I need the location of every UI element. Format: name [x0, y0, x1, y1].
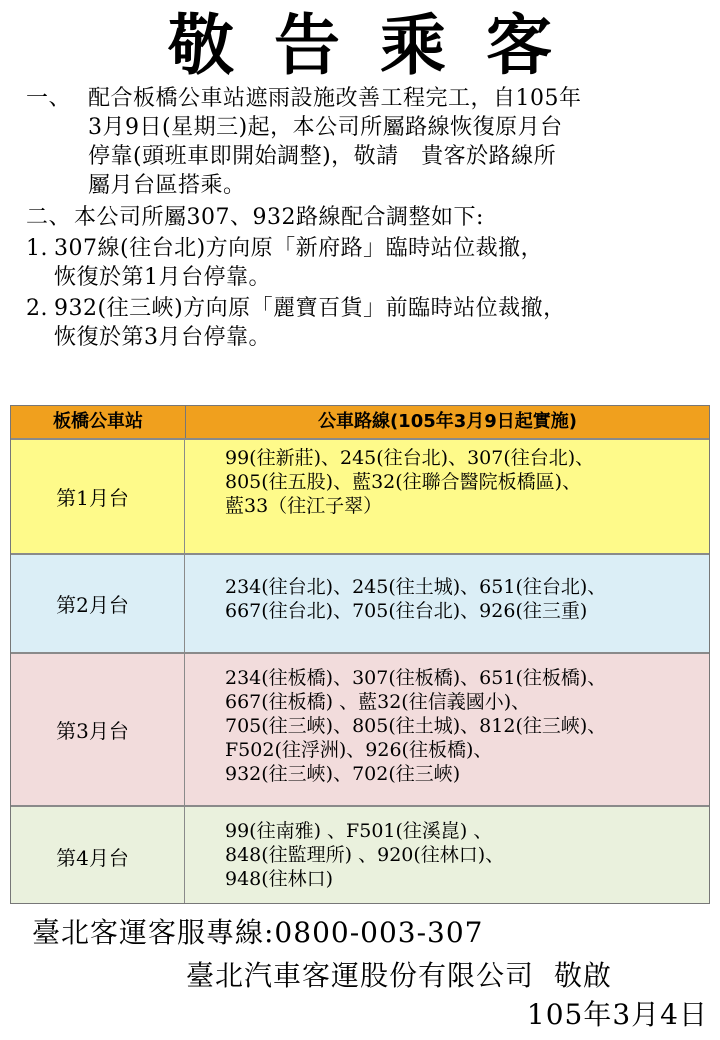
- section-2-item-2: [26, 294, 716, 352]
- section-1-line: 屬月台區搭乘。: [88, 173, 246, 198]
- item-1-label: 1.: [26, 236, 48, 261]
- route-line: 667(往台北)、705(往台北)、926(往三重): [225, 600, 588, 622]
- item-2-line: 932(往三峽)方向原「麗寶百貨」前臨時站位裁撤，: [54, 296, 566, 321]
- sign-text: 敬啟: [554, 959, 613, 992]
- section-1-line: 配合板橋公車站遮雨設施改善工程完工，自105年: [88, 86, 582, 111]
- header-routes: 公車路線(105年3月9日起實施): [317, 411, 578, 432]
- company-name: 臺北汽車客運股份有限公司: [186, 959, 535, 992]
- route-line: 805(往五股)、藍32(往聯合醫院板橋區)、: [225, 471, 582, 493]
- table-row: [11, 652, 709, 805]
- table-row: [11, 805, 709, 904]
- item-2-line: 恢復於第3月台停靠。: [54, 325, 271, 350]
- route-list: [185, 654, 709, 805]
- route-list: [185, 807, 709, 904]
- section-1-line: 3月9日(星期三)起，本公司所屬路線恢復原月台: [88, 115, 563, 140]
- route-list: [185, 440, 709, 553]
- section-1-label: 一、: [26, 86, 72, 111]
- item-1-line: 307線(往台北)方向原「新府路」臨時站位裁撤，: [54, 236, 544, 261]
- notice-date: 105年3月4日: [526, 998, 708, 1031]
- header-station: 板橋公車站: [11, 406, 186, 438]
- table-row: [11, 438, 709, 553]
- company-signature: [186, 958, 612, 994]
- route-list: [185, 555, 709, 652]
- route-line: 848(往監理所) 、920(往林口)、: [225, 844, 505, 866]
- route-line: 99(往新莊)、245(往台北)、307(往台北)、: [225, 447, 595, 469]
- customer-hotline: 臺北客運客服專線:0800-003-307: [32, 916, 484, 949]
- platform-label: 第2月台: [11, 555, 185, 652]
- section-2-text: 本公司所屬307、932路線配合調整如下:: [74, 205, 484, 230]
- route-line: 99(往南雅) 、F501(往溪崑) 、: [225, 820, 493, 842]
- section-1-line: 停靠(頭班車即開始調整)，敬請 貴客於路線所: [88, 144, 557, 169]
- platform-label: 第1月台: [11, 440, 185, 553]
- section-2-label: 二、: [26, 205, 72, 230]
- platform-label: 第4月台: [11, 807, 185, 904]
- route-line: 藍33（往江子翠）: [225, 495, 383, 517]
- route-line: 234(往台北)、245(往土城)、651(往台北)、: [225, 576, 607, 598]
- table-row: [11, 553, 709, 652]
- item-1-line: 恢復於第1月台停靠。: [54, 265, 271, 290]
- section-2-item-1: [26, 234, 716, 292]
- route-line: F502(往浮洲)、926(往板橋)、: [225, 739, 493, 761]
- route-line: 667(往板橋) 、藍32(往信義國小)、: [225, 691, 531, 713]
- platform-route-table: [10, 405, 710, 904]
- item-2-label: 2.: [26, 296, 48, 321]
- notice-body: [26, 84, 716, 352]
- route-line: 705(往三峽)、805(往土城)、812(往三峽)、: [225, 715, 607, 737]
- section-2: [26, 203, 716, 232]
- route-line: 948(往林口): [225, 868, 334, 890]
- table-header: [11, 406, 709, 438]
- route-line: 234(往板橋)、307(往板橋)、651(往板橋)、: [225, 667, 607, 689]
- section-1: [26, 84, 716, 200]
- platform-label: 第3月台: [11, 654, 185, 805]
- route-line: 932(往三峽)、702(往三峽): [225, 763, 461, 785]
- notice-title: 敬告乘客: [168, 7, 592, 84]
